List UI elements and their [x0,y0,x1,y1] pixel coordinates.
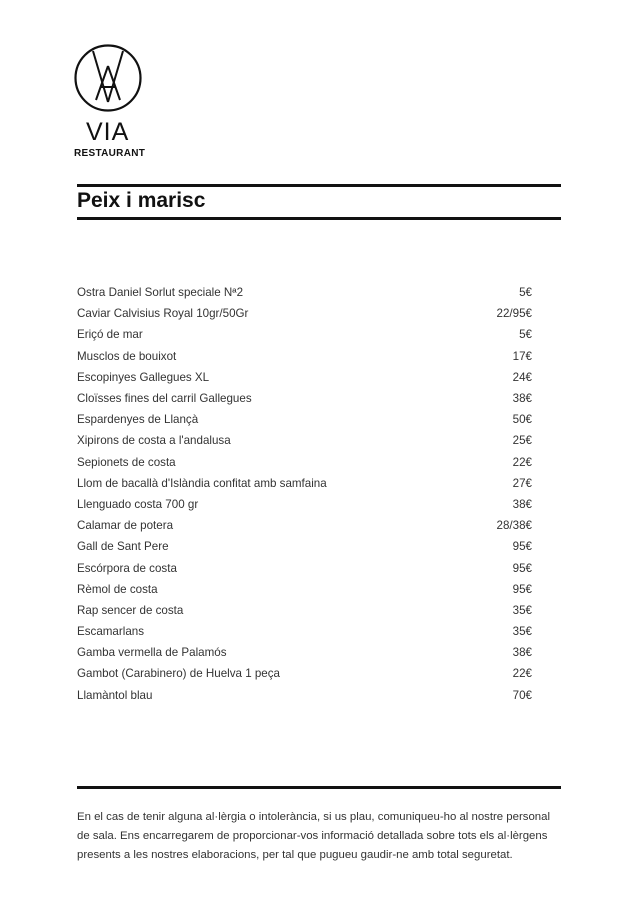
menu-item-price: 22€ [512,667,532,681]
menu-item [77,515,532,536]
menu-item-price: 70€ [512,688,532,702]
menu-item [77,473,532,494]
menu-item-name: Caviar Calvisius Royal 10gr/50Gr [77,307,249,321]
menu-item [77,579,532,600]
via-monogram-logo-icon [74,44,142,112]
menu-item [77,557,532,578]
menu-item-price: 95€ [512,582,532,596]
menu-item-name: Llom de bacallà d'Islàndia confitat amb samfaina [77,476,327,490]
menu-item [77,303,532,324]
menu-item [77,621,532,642]
menu-item [77,367,532,388]
menu-item [77,600,532,621]
menu-item-price: 5€ [519,328,532,342]
brand-subtitle: RESTAURANT [74,148,146,159]
menu-item-name: Llenguado costa 700 gr [77,497,199,511]
menu-item [77,430,532,451]
menu-item-price: 38€ [512,646,532,660]
menu-item-price: 25€ [512,434,532,448]
restaurant-logo [74,44,146,159]
allergy-note: En el cas de tenir alguna al·lèrgia o intolerància, si us plau, comuniqueu-ho al nostre personal de sala. Ens encarregarem de proporcionar-vos informació detallada sobre tots els al·lèrgens presents a les nostres elaboracions, per tal que pugueu gaudir-ne amb total seguretat. [77,811,550,861]
menu-item [77,409,532,430]
menu-item-name: Sepionets de costa [77,455,176,469]
menu-item-name: Gamba vermella de Palamós [77,646,227,660]
menu-item-price: 35€ [512,603,532,617]
menu-list [77,282,532,706]
menu-item-price: 28/38€ [496,519,532,533]
menu-item-name: Cloïsses fines del carril Gallegues [77,392,252,406]
menu-item [77,388,532,409]
menu-item [77,282,532,303]
menu-item-price: 38€ [512,392,532,406]
brand-name: VIA [86,118,130,146]
menu-item-price: 22/95€ [496,307,532,321]
menu-item [77,663,532,684]
menu-item [77,536,532,557]
menu-item-price: 27€ [512,476,532,490]
menu-item [77,324,532,345]
menu-item-name: Gall de Sant Pere [77,540,169,554]
menu-item-name: Gambot (Carabinero) de Huelva 1 peça [77,667,280,681]
title-bottom-divider [77,217,561,220]
title-top-divider [77,184,561,187]
menu-item-name: Rèmol de costa [77,582,158,596]
menu-item-name: Escamarlans [77,625,145,639]
menu-item-price: 24€ [512,370,532,384]
menu-item-name: Calamar de potera [77,519,174,533]
menu-item-price: 22€ [512,455,532,469]
menu-item [77,685,532,706]
section-title: Peix i marisc [77,189,206,212]
menu-item-price: 95€ [512,540,532,554]
menu-item [77,346,532,367]
menu-item-name: Xipirons de costa a l'andalusa [77,434,231,448]
menu-item-price: 38€ [512,497,532,511]
menu-item [77,452,532,473]
menu-item-name: Eriçó de mar [77,328,143,342]
menu-item-price: 95€ [512,561,532,575]
menu-item [77,494,532,515]
menu-item [77,642,532,663]
menu-item-name: Espardenyes de Llançà [77,413,199,427]
menu-item-name: Musclos de bouixot [77,349,177,363]
footer-divider [77,786,561,789]
menu-item-name: Escopinyes Gallegues XL [77,370,210,384]
menu-item-name: Ostra Daniel Sorlut speciale Nª2 [77,286,244,300]
menu-item-name: Escórpora de costa [77,561,177,575]
menu-item-price: 5€ [519,286,532,300]
menu-item-price: 35€ [512,625,532,639]
menu-item-name: Rap sencer de costa [77,603,184,617]
menu-item-name: Llamàntol blau [77,688,153,702]
menu-item-price: 17€ [512,349,532,363]
menu-item-price: 50€ [512,413,532,427]
